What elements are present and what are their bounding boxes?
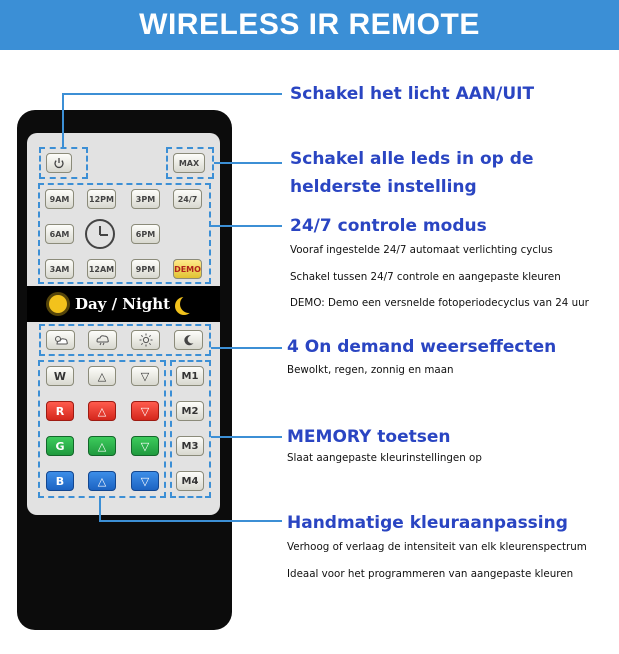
memory-3-button[interactable]: M3: [176, 436, 204, 456]
moon-icon: [180, 295, 198, 313]
mode-24-7-button[interactable]: 24/7: [173, 189, 202, 209]
red-channel-button[interactable]: R: [46, 401, 74, 421]
max-annotation-title-line1: Schakel alle leds in op de: [290, 149, 534, 169]
memory-1-button[interactable]: M1: [176, 366, 204, 386]
manual-connector-vertical: [99, 498, 101, 522]
timer-9pm-button[interactable]: 9PM: [131, 259, 160, 279]
timer-12am-button[interactable]: 12AM: [87, 259, 116, 279]
red-down-button[interactable]: ▽: [131, 401, 159, 421]
weather-annotation-line: Bewolkt, regen, zonnig en maan: [287, 364, 454, 376]
mode-annotation-title: 24/7 controle modus: [290, 216, 487, 236]
max-highlight-box: [166, 147, 214, 179]
memory-annotation-title: MEMORY toetsen: [287, 427, 451, 447]
memory-connector: [211, 436, 282, 438]
green-channel-button[interactable]: G: [46, 436, 74, 456]
power-annotation-title: Schakel het licht AAN/UIT: [290, 84, 535, 104]
demo-button[interactable]: DEMO: [173, 259, 202, 279]
power-highlight-box: [39, 147, 88, 179]
white-channel-button[interactable]: W: [46, 366, 74, 386]
timer-3am-button[interactable]: 3AM: [45, 259, 74, 279]
memory-4-button[interactable]: M4: [176, 471, 204, 491]
mode-annotation-line: Vooraf ingestelde 24/7 automaat verlichting cyclus: [290, 244, 553, 256]
timer-12pm-button[interactable]: 12PM: [87, 189, 116, 209]
mode-connector: [211, 225, 282, 227]
green-up-button[interactable]: △: [88, 436, 116, 456]
red-up-button[interactable]: △: [88, 401, 116, 421]
header-banner: [0, 0, 619, 50]
white-down-button[interactable]: ▽: [131, 366, 159, 386]
manual-color-highlight-box: [38, 360, 166, 498]
day-night-text: Day / Night: [74, 295, 171, 313]
timer-6am-button[interactable]: 6AM: [45, 224, 74, 244]
manual-annotation-title: Handmatige kleuraanpassing: [287, 513, 568, 533]
memory-highlight-box: [170, 360, 211, 498]
manual-connector-horizontal: [99, 520, 282, 522]
memory-2-button[interactable]: M2: [176, 401, 204, 421]
weather-connector: [211, 347, 282, 349]
mode-annotation-line: Schakel tussen 24/7 controle en aangepaste kleuren: [290, 271, 561, 283]
timer-3pm-button[interactable]: 3PM: [131, 189, 160, 209]
memory-annotation-line: Slaat aangepaste kleurinstellingen op: [287, 452, 482, 464]
sun-icon: [49, 295, 67, 313]
manual-annotation-line: Ideaal voor het programmeren van aangepaste kleuren: [287, 568, 574, 580]
mode-highlight-box: [38, 183, 211, 284]
max-button[interactable]: MAX: [173, 153, 205, 173]
timer-6pm-button[interactable]: 6PM: [131, 224, 160, 244]
max-connector: [214, 162, 282, 164]
weather-highlight-box: [39, 324, 211, 356]
power-connector-horizontal: [62, 93, 282, 95]
power-connector-vertical: [62, 93, 64, 147]
blue-down-button[interactable]: ▽: [131, 471, 159, 491]
mode-annotation-line: DEMO: Demo een versnelde fotoperiodecyclus van 24 uur: [290, 297, 589, 309]
page-title: WIRELESS IR REMOTE: [139, 8, 480, 41]
green-down-button[interactable]: ▽: [131, 436, 159, 456]
blue-up-button[interactable]: △: [88, 471, 116, 491]
day-night-label: [27, 288, 220, 320]
weather-annotation-title: 4 On demand weerseffecten: [287, 337, 557, 357]
white-up-button[interactable]: △: [88, 366, 116, 386]
timer-9am-button[interactable]: 9AM: [45, 189, 74, 209]
manual-annotation-line: Verhoog of verlaag de intensiteit van elk kleurenspectrum: [287, 541, 587, 553]
blue-channel-button[interactable]: B: [46, 471, 74, 491]
max-annotation-title-line2: helderste instelling: [290, 177, 477, 197]
